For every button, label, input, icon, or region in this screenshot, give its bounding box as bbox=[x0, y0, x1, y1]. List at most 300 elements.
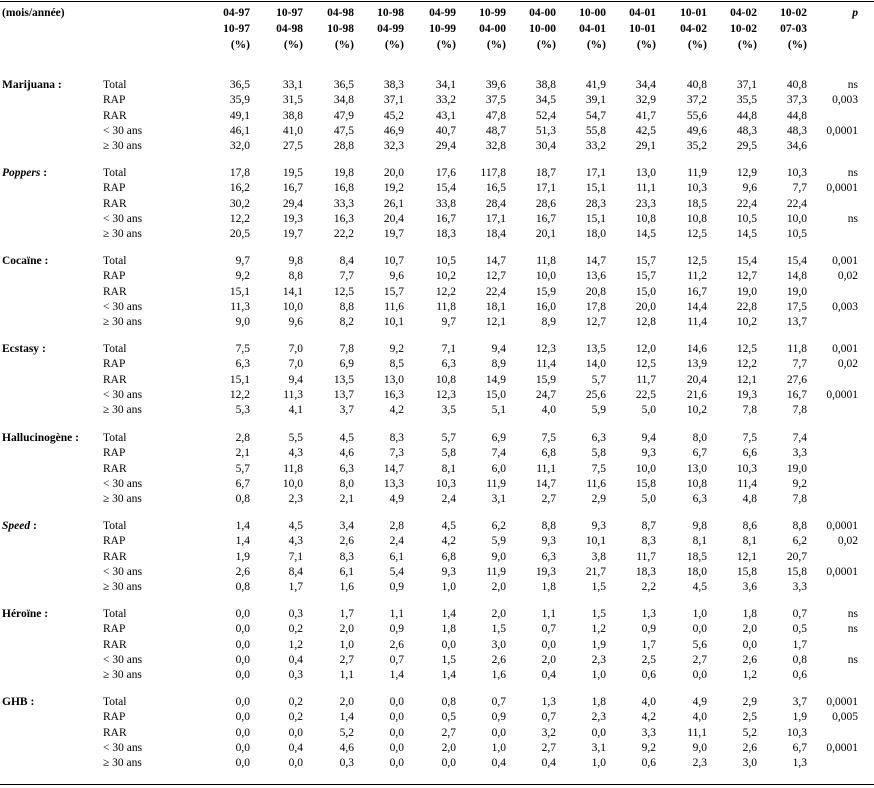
row-label: RAR bbox=[103, 374, 127, 386]
table-cell: 52,4 bbox=[535, 110, 556, 122]
table-cell: 4,3 bbox=[288, 447, 303, 459]
table-cell: 15,1 bbox=[229, 286, 250, 298]
row-label: Total bbox=[103, 255, 127, 267]
table-cell: 0,8 bbox=[235, 581, 250, 593]
table-cell: 10,2 bbox=[435, 270, 456, 282]
table-cell: 0,4 bbox=[541, 669, 556, 681]
drug-name-text: Speed bbox=[2, 520, 31, 532]
drug-name-text: Cocaïne bbox=[2, 255, 42, 267]
drug-name-suffix: : bbox=[39, 343, 46, 355]
column-header bbox=[763, 5, 807, 53]
table-cell: 11,4 bbox=[536, 358, 556, 370]
row-label: Total bbox=[103, 520, 127, 532]
table-cell: 34,1 bbox=[435, 79, 456, 91]
table-cell: 0,3 bbox=[288, 608, 303, 620]
table-cell: 11,7 bbox=[636, 374, 656, 386]
p-value: 0,02 bbox=[837, 358, 858, 370]
table-cell: 19,3 bbox=[535, 566, 556, 578]
column-header-line: 10-00 bbox=[529, 23, 556, 35]
row-label: RAP bbox=[103, 447, 126, 459]
table-cell: 10,0 bbox=[282, 301, 303, 313]
table-cell: 15,0 bbox=[635, 286, 656, 298]
table-cell: 36,5 bbox=[333, 79, 354, 91]
table-cell: 39,1 bbox=[585, 94, 606, 106]
table-cell: 29,4 bbox=[282, 198, 303, 210]
table-cell: 15,8 bbox=[786, 566, 807, 578]
table-cell: 11,8 bbox=[536, 255, 556, 267]
table-cell: 33,2 bbox=[435, 94, 456, 106]
table-cell: 10,5 bbox=[435, 255, 456, 267]
column-header-line: 10-02 bbox=[730, 23, 757, 35]
table-cell: 8,9 bbox=[491, 358, 506, 370]
table-cell: 11,6 bbox=[586, 478, 606, 490]
row-label: ≥ 30 ans bbox=[103, 581, 142, 593]
table-cell: 9,6 bbox=[288, 316, 303, 328]
table-cell: 8,8 bbox=[541, 520, 556, 532]
row-label: < 30 ans bbox=[103, 654, 143, 666]
table-cell: 2,0 bbox=[491, 581, 506, 593]
table-cell: 1,0 bbox=[441, 581, 456, 593]
table-cell: 7,7 bbox=[339, 270, 354, 282]
table-cell: 33,1 bbox=[282, 79, 303, 91]
table-cell: 1,4 bbox=[339, 711, 354, 723]
p-value: 0,0001 bbox=[826, 696, 858, 708]
table-cell: 2,7 bbox=[441, 727, 456, 739]
column-header-line: 04-00 bbox=[479, 23, 506, 35]
table-cell: 11,2 bbox=[687, 270, 707, 282]
table-cell: 12,1 bbox=[736, 551, 757, 563]
column-header bbox=[310, 5, 354, 53]
table-cell: 1,5 bbox=[441, 654, 456, 666]
table-cell: 2,0 bbox=[541, 654, 556, 666]
table-cell: 5,2 bbox=[742, 727, 757, 739]
table-cell: 12,3 bbox=[435, 389, 456, 401]
drug-name bbox=[2, 166, 47, 181]
table-cell: 0,0 bbox=[235, 711, 250, 723]
table-cell: 4,9 bbox=[692, 696, 707, 708]
table-cell: 20,8 bbox=[585, 286, 606, 298]
table-cell: 14,9 bbox=[485, 374, 506, 386]
table-cell: 1,6 bbox=[491, 669, 506, 681]
table-cell: 12,5 bbox=[635, 358, 656, 370]
table-cell: 48,3 bbox=[786, 125, 807, 137]
table-cell: 3,1 bbox=[591, 742, 606, 754]
table-cell: 19,5 bbox=[282, 167, 303, 179]
table-cell: 2,7 bbox=[541, 493, 556, 505]
bottom-rule bbox=[0, 784, 874, 785]
column-header-line: 04-02 bbox=[680, 23, 707, 35]
table-cell: 9,0 bbox=[692, 742, 707, 754]
table-cell: 0,7 bbox=[541, 711, 556, 723]
table-cell: 13,0 bbox=[686, 463, 707, 475]
table-cell: 9,2 bbox=[389, 343, 404, 355]
table-cell: 13,7 bbox=[786, 316, 807, 328]
table-cell: 19,2 bbox=[383, 182, 404, 194]
table-cell: 13,5 bbox=[333, 374, 354, 386]
table-cell: 47,5 bbox=[333, 125, 354, 137]
table-cell: 10,8 bbox=[435, 374, 456, 386]
table-cell: 2,6 bbox=[235, 566, 250, 578]
table-cell: 9,2 bbox=[792, 478, 807, 490]
table-cell: 14,7 bbox=[485, 255, 506, 267]
table-cell: 20,0 bbox=[635, 301, 656, 313]
table-cell: 2,1 bbox=[339, 493, 354, 505]
table-cell: 2,7 bbox=[541, 742, 556, 754]
table-cell: 4,5 bbox=[692, 581, 707, 593]
table-cell: 10,2 bbox=[686, 404, 707, 416]
drug-name-suffix: : bbox=[72, 432, 79, 444]
column-header-line: (%) bbox=[230, 39, 250, 51]
table-cell: 8,1 bbox=[692, 535, 707, 547]
table-cell: 6,9 bbox=[491, 432, 506, 444]
column-header bbox=[462, 5, 506, 53]
column-header-line: 10-99 bbox=[479, 7, 506, 19]
table-cell: 4,6 bbox=[339, 742, 354, 754]
table-cell: 0,7 bbox=[491, 696, 506, 708]
table-cell: 41,7 bbox=[635, 110, 656, 122]
table-cell: 20,5 bbox=[229, 228, 250, 240]
table-cell: 12,5 bbox=[686, 228, 707, 240]
table-cell: 10,5 bbox=[736, 213, 757, 225]
column-header-line: 04-01 bbox=[629, 7, 656, 19]
table-cell: 13,6 bbox=[585, 270, 606, 282]
table-cell: 1,2 bbox=[591, 623, 606, 635]
drug-name-suffix: : bbox=[30, 520, 37, 532]
table-cell: 0,0 bbox=[389, 711, 404, 723]
table-cell: 17,6 bbox=[435, 167, 456, 179]
table-cell: 2,0 bbox=[491, 608, 506, 620]
row-label: < 30 ans bbox=[103, 566, 143, 578]
drug-name bbox=[2, 254, 48, 269]
table-cell: 19,0 bbox=[786, 286, 807, 298]
table-cell: 1,7 bbox=[641, 639, 656, 651]
p-value: 0,003 bbox=[832, 301, 858, 313]
header-first-label: (mois/année) bbox=[2, 7, 65, 19]
table-cell: 5,6 bbox=[692, 639, 707, 651]
table-cell: 5,8 bbox=[591, 447, 606, 459]
column-header-line: 10-01 bbox=[629, 23, 656, 35]
p-value: 0,005 bbox=[832, 711, 858, 723]
table-cell: 2,1 bbox=[235, 447, 250, 459]
table-cell: 3,7 bbox=[792, 696, 807, 708]
table-cell: 2,6 bbox=[491, 654, 506, 666]
table-cell: 17,1 bbox=[535, 182, 556, 194]
row-label: < 30 ans bbox=[103, 389, 143, 401]
row-label: RAP bbox=[103, 711, 126, 723]
p-value: ns bbox=[847, 623, 858, 635]
row-label: RAR bbox=[103, 639, 127, 651]
table-cell: 10,8 bbox=[686, 478, 707, 490]
table-cell: 5,3 bbox=[235, 404, 250, 416]
table-cell: 17,8 bbox=[585, 301, 606, 313]
column-header-line: 10-02 bbox=[780, 7, 807, 19]
table-cell: 38,8 bbox=[535, 79, 556, 91]
table-cell: 4,9 bbox=[389, 493, 404, 505]
table-cell: 51,3 bbox=[535, 125, 556, 137]
table-cell: 22,2 bbox=[333, 228, 354, 240]
table-cell: 11,8 bbox=[436, 301, 456, 313]
table-cell: 7,8 bbox=[792, 493, 807, 505]
table-cell: 14,4 bbox=[686, 301, 707, 313]
row-label: Total bbox=[103, 696, 127, 708]
p-value: ns bbox=[847, 654, 858, 666]
table-cell: 44,8 bbox=[786, 110, 807, 122]
table-cell: 2,3 bbox=[591, 711, 606, 723]
table-cell: 10,0 bbox=[535, 270, 556, 282]
table-cell: 4,2 bbox=[389, 404, 404, 416]
table-cell: 32,8 bbox=[485, 140, 506, 152]
table-cell: 9,4 bbox=[641, 432, 656, 444]
table-cell: 16,7 bbox=[435, 213, 456, 225]
table-cell: 2,7 bbox=[339, 654, 354, 666]
p-value: 0,003 bbox=[832, 94, 858, 106]
table-cell: 11,3 bbox=[230, 301, 250, 313]
p-value: ns bbox=[847, 213, 858, 225]
table-cell: 18,0 bbox=[686, 566, 707, 578]
table-cell: 16,5 bbox=[485, 182, 506, 194]
table-cell: 0,0 bbox=[389, 696, 404, 708]
table-cell: 2,4 bbox=[441, 493, 456, 505]
table-cell: 1,5 bbox=[491, 623, 506, 635]
table-cell: 1,4 bbox=[389, 669, 404, 681]
column-header bbox=[360, 5, 404, 53]
table-cell: 28,8 bbox=[333, 140, 354, 152]
row-label: RAP bbox=[103, 94, 126, 106]
table-cell: 7,4 bbox=[792, 432, 807, 444]
table-cell: 26,1 bbox=[383, 198, 404, 210]
table-cell: 7,5 bbox=[742, 432, 757, 444]
table-cell: 1,1 bbox=[339, 669, 354, 681]
table-cell: 1,3 bbox=[541, 696, 556, 708]
table-cell: 11,8 bbox=[283, 463, 303, 475]
table-cell: 14,8 bbox=[786, 270, 807, 282]
table-cell: 11,1 bbox=[687, 727, 707, 739]
table-cell: 1,7 bbox=[288, 581, 303, 593]
table-cell: 10,0 bbox=[282, 478, 303, 490]
table-cell: 5,7 bbox=[235, 463, 250, 475]
table-cell: 13,3 bbox=[383, 478, 404, 490]
table-cell: 0,6 bbox=[792, 669, 807, 681]
column-header bbox=[512, 5, 556, 53]
table-cell: 9,6 bbox=[742, 182, 757, 194]
table-cell: 2,3 bbox=[288, 493, 303, 505]
table-cell: 2,6 bbox=[389, 639, 404, 651]
table-cell: 0,0 bbox=[692, 669, 707, 681]
table-cell: 1,5 bbox=[591, 581, 606, 593]
table-cell: 8,9 bbox=[541, 316, 556, 328]
drug-name bbox=[2, 519, 37, 534]
table-cell: 5,2 bbox=[339, 727, 354, 739]
table-cell: 28,6 bbox=[535, 198, 556, 210]
table-cell: 10,0 bbox=[635, 463, 656, 475]
table-cell: 17,1 bbox=[585, 167, 606, 179]
column-header-line: (%) bbox=[486, 39, 506, 51]
table-cell: 11,3 bbox=[283, 389, 303, 401]
table-cell: 19,3 bbox=[282, 213, 303, 225]
table-cell: 10,8 bbox=[686, 213, 707, 225]
table-cell: 5,7 bbox=[441, 432, 456, 444]
table-cell: 0,3 bbox=[288, 669, 303, 681]
table-cell: 0,5 bbox=[441, 711, 456, 723]
row-label: < 30 ans bbox=[103, 213, 143, 225]
p-value: 0,0001 bbox=[826, 182, 858, 194]
column-header-line: (%) bbox=[536, 39, 556, 51]
p-value: ns bbox=[847, 608, 858, 620]
row-label: RAR bbox=[103, 286, 127, 298]
table-cell: 18,4 bbox=[485, 228, 506, 240]
column-header-line: (%) bbox=[737, 39, 757, 51]
table-cell: 16,3 bbox=[383, 389, 404, 401]
row-label: RAR bbox=[103, 198, 127, 210]
table-cell: 38,3 bbox=[383, 79, 404, 91]
table-cell: 0,0 bbox=[742, 639, 757, 651]
table-cell: 13,0 bbox=[635, 167, 656, 179]
table-cell: 2,0 bbox=[339, 623, 354, 635]
table-cell: 48,3 bbox=[736, 125, 757, 137]
table-cell: 2,6 bbox=[742, 742, 757, 754]
table-cell: 0,0 bbox=[235, 757, 250, 769]
table-cell: 8,4 bbox=[339, 255, 354, 267]
table-cell: 0,4 bbox=[288, 742, 303, 754]
table-cell: 1,5 bbox=[591, 608, 606, 620]
row-label: RAP bbox=[103, 270, 126, 282]
drug-name-text: Héroïne bbox=[2, 608, 42, 620]
table-cell: 37,1 bbox=[736, 79, 757, 91]
row-label: ≥ 30 ans bbox=[103, 669, 142, 681]
table-cell: 15,9 bbox=[535, 374, 556, 386]
table-cell: 12,9 bbox=[736, 167, 757, 179]
table-cell: 5,8 bbox=[441, 447, 456, 459]
table-cell: 1,8 bbox=[541, 581, 556, 593]
table-cell: 4,0 bbox=[641, 696, 656, 708]
drug-name-text: Poppers bbox=[2, 167, 41, 179]
column-header bbox=[412, 5, 456, 53]
table-cell: 10,2 bbox=[736, 316, 757, 328]
table-cell: 4,8 bbox=[742, 493, 757, 505]
table-cell: 8,3 bbox=[641, 535, 656, 547]
column-header-line: 10-00 bbox=[579, 7, 606, 19]
table-cell: 27,6 bbox=[786, 374, 807, 386]
drug-name bbox=[2, 607, 48, 622]
table-cell: 7,5 bbox=[235, 343, 250, 355]
table-cell: 0,0 bbox=[389, 742, 404, 754]
table-cell: 7,7 bbox=[792, 182, 807, 194]
table-cell: 9,2 bbox=[235, 270, 250, 282]
table-cell: 2,3 bbox=[591, 654, 606, 666]
table-cell: 9,7 bbox=[235, 255, 250, 267]
column-header-line: (%) bbox=[436, 39, 456, 51]
table-cell: 3,3 bbox=[792, 581, 807, 593]
table-cell: 49,6 bbox=[686, 125, 707, 137]
table-cell: 1,8 bbox=[742, 608, 757, 620]
column-header-line: 07-03 bbox=[780, 23, 807, 35]
table-cell: 6,0 bbox=[491, 463, 506, 475]
table-cell: 49,1 bbox=[229, 110, 250, 122]
table-cell: 6,8 bbox=[541, 447, 556, 459]
row-label: RAP bbox=[103, 358, 126, 370]
table-cell: 28,4 bbox=[485, 198, 506, 210]
table-cell: 12,3 bbox=[535, 343, 556, 355]
table-cell: 5,1 bbox=[491, 404, 506, 416]
table-cell: 3,5 bbox=[441, 404, 456, 416]
table-cell: 0,8 bbox=[792, 654, 807, 666]
table-cell: 2,0 bbox=[339, 696, 354, 708]
table-cell: 8,8 bbox=[288, 270, 303, 282]
table-cell: 22,4 bbox=[485, 286, 506, 298]
table-cell: 0,0 bbox=[389, 727, 404, 739]
table-cell: 12,5 bbox=[333, 286, 354, 298]
table-cell: 9,8 bbox=[692, 520, 707, 532]
table-cell: 15,8 bbox=[736, 566, 757, 578]
table-cell: 2,5 bbox=[641, 654, 656, 666]
table-cell: 12,2 bbox=[435, 286, 456, 298]
table-cell: 14,0 bbox=[585, 358, 606, 370]
table-cell: 1,4 bbox=[235, 535, 250, 547]
table-cell: 8,0 bbox=[339, 478, 354, 490]
column-header-line: 10-97 bbox=[223, 23, 250, 35]
row-label: RAR bbox=[103, 727, 127, 739]
table-cell: 12,1 bbox=[485, 316, 506, 328]
table-cell: 0,9 bbox=[641, 623, 656, 635]
table-cell: 7,8 bbox=[742, 404, 757, 416]
table-cell: 12,7 bbox=[485, 270, 506, 282]
table-cell: 20,1 bbox=[535, 228, 556, 240]
row-label: RAP bbox=[103, 535, 126, 547]
table-cell: 5,0 bbox=[641, 493, 656, 505]
table-cell: 37,2 bbox=[686, 94, 707, 106]
drug-name bbox=[2, 78, 62, 93]
table-cell: 33,2 bbox=[585, 140, 606, 152]
table-cell: 35,2 bbox=[686, 140, 707, 152]
table-cell: 6,7 bbox=[692, 447, 707, 459]
drug-name bbox=[2, 695, 34, 710]
row-label: Total bbox=[103, 79, 127, 91]
table-cell: 3,4 bbox=[339, 520, 354, 532]
table-cell: 10,1 bbox=[383, 316, 404, 328]
row-label: Total bbox=[103, 608, 127, 620]
table-cell: 4,0 bbox=[541, 404, 556, 416]
table-cell: 48,7 bbox=[485, 125, 506, 137]
table-cell: 35,9 bbox=[229, 94, 250, 106]
table-cell: 4,0 bbox=[692, 711, 707, 723]
table-cell: 15,9 bbox=[535, 286, 556, 298]
column-header-line: (%) bbox=[334, 39, 354, 51]
column-header-line: 04-97 bbox=[223, 7, 250, 19]
table-cell: 2,0 bbox=[742, 623, 757, 635]
table-cell: 0,4 bbox=[288, 654, 303, 666]
table-cell: 38,8 bbox=[282, 110, 303, 122]
table-cell: 5,9 bbox=[491, 535, 506, 547]
table-cell: 2,3 bbox=[692, 757, 707, 769]
drug-name bbox=[2, 431, 79, 446]
table-cell: 1,1 bbox=[541, 608, 556, 620]
table-cell: 1,2 bbox=[288, 639, 303, 651]
column-header-line: 10-98 bbox=[377, 7, 404, 19]
row-label: < 30 ans bbox=[103, 301, 143, 313]
table-cell: 0,0 bbox=[288, 727, 303, 739]
table-cell: 9,0 bbox=[491, 551, 506, 563]
table-cell: 1,2 bbox=[742, 669, 757, 681]
row-label: < 30 ans bbox=[103, 125, 143, 137]
table-cell: 8,8 bbox=[339, 301, 354, 313]
drug-name-text: Hallucinogène bbox=[2, 432, 73, 444]
table-cell: 9,3 bbox=[441, 566, 456, 578]
table-cell: 33,8 bbox=[435, 198, 456, 210]
p-value: 0,0001 bbox=[826, 520, 858, 532]
table-cell: 0,0 bbox=[441, 639, 456, 651]
table-cell: 6,2 bbox=[491, 520, 506, 532]
table-cell: 11,4 bbox=[737, 478, 757, 490]
